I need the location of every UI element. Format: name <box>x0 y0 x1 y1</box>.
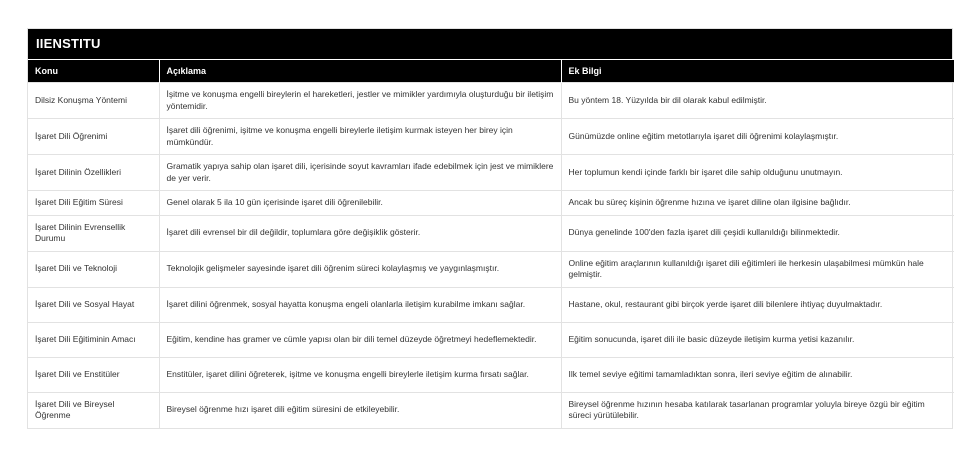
table-row <box>28 83 954 119</box>
header-row <box>28 60 954 83</box>
cell-ek-bilgi: Hastane, okul, restaurant gibi birçok yerde işaret dili bilenlere ihtiyaç duyulmaktadır. <box>561 287 954 322</box>
cell-konu: İşaret Dili ve Teknoloji <box>28 251 159 287</box>
cell-aciklama: İşaret dili evrensel bir dil değildir, toplumlara göre değişiklik gösterir. <box>159 215 561 251</box>
cell-ek-bilgi: Ilk temel seviye eğitimi tamamladıktan sonra, ileri seviye eğitim de alınabilir. <box>561 357 954 392</box>
table-row <box>28 119 954 155</box>
cell-konu: İşaret Dili Eğitim Süresi <box>28 191 159 216</box>
table-row <box>28 251 954 287</box>
cell-aciklama: İşaret dilini öğrenmek, sosyal hayatta konuşma engeli olanlarla iletişim kurabilme imkanı sağlar. <box>159 287 561 322</box>
table-row <box>28 287 954 322</box>
cell-aciklama: İşitme ve konuşma engelli bireylerin el hareketleri, jestler ve mimikler yardımıyla oluşturduğu bir iletişim yöntemidir. <box>159 83 561 119</box>
table-row <box>28 191 954 216</box>
cell-ek-bilgi: Günümüzde online eğitim metotlarıyla işaret dili öğrenimi kolaylaşmıştır. <box>561 119 954 155</box>
cell-konu: İşaret Dili Öğrenimi <box>28 119 159 155</box>
cell-aciklama: Teknolojik gelişmeler sayesinde işaret dili öğrenim süreci kolaylaşmış ve yaygınlaşmıştır. <box>159 251 561 287</box>
cell-aciklama: Bireysel öğrenme hızı işaret dili eğitim süresini de etkileyebilir. <box>159 392 561 428</box>
cell-ek-bilgi: Online eğitim araçlarının kullanıldığı işaret dili eğitimleri ile herkesin ulaşabilmesi mümkün hale gelmiştir. <box>561 251 954 287</box>
cell-konu: Dilsiz Konuşma Yöntemi <box>28 83 159 119</box>
header-ek-bilgi: Ek Bilgi <box>561 60 954 83</box>
table-row <box>28 392 954 428</box>
cell-ek-bilgi: Ancak bu süreç kişinin öğrenme hızına ve işaret diline olan ilgisine bağlıdır. <box>561 191 954 216</box>
table-row <box>28 155 954 191</box>
table-row <box>28 215 954 251</box>
table-title: IIENSTITU <box>28 29 952 59</box>
cell-ek-bilgi: Her toplumun kendi içinde farklı bir işaret dile sahip olduğunu unutmayın. <box>561 155 954 191</box>
cell-ek-bilgi: Bireysel öğrenme hızının hesaba katılarak tasarlanan programlar yoluyla bireye özgü bir eğitim süreci yürütülebilir. <box>561 392 954 428</box>
cell-konu: İşaret Dili ve Enstitüler <box>28 357 159 392</box>
cell-konu: İşaret Dilinin Özellikleri <box>28 155 159 191</box>
cell-konu: İşaret Dili ve Bireysel Öğrenme <box>28 392 159 428</box>
cell-ek-bilgi: Bu yöntem 18. Yüzyılda bir dil olarak kabul edilmiştir. <box>561 83 954 119</box>
cell-konu: İşaret Dili ve Sosyal Hayat <box>28 287 159 322</box>
header-konu: Konu <box>28 60 159 83</box>
cell-ek-bilgi: Eğitim sonucunda, işaret dili ile basic düzeyde iletişim kurma yetisi kazanılır. <box>561 322 954 357</box>
cell-aciklama: Genel olarak 5 ila 10 gün içerisinde işaret dili öğrenilebilir. <box>159 191 561 216</box>
cell-ek-bilgi: Dünya genelinde 100'den fazla işaret dili çeşidi kullanıldığı bilinmektedir. <box>561 215 954 251</box>
cell-aciklama: İşaret dili öğrenimi, işitme ve konuşma engelli bireylerle iletişim kurmak isteyen her birey için mümkündür. <box>159 119 561 155</box>
cell-konu: İşaret Dili Eğitiminin Amacı <box>28 322 159 357</box>
cell-aciklama: Gramatik yapıya sahip olan işaret dili, içerisinde soyut kavramları ifade edebilmek için jest ve mimiklere de yer verir. <box>159 155 561 191</box>
cell-konu: İşaret Dilinin Evrensellik Durumu <box>28 215 159 251</box>
cell-aciklama: Eğitim, kendine has gramer ve cümle yapısı olan bir dili temel düzeyde öğretmeyi hedeflemektedir. <box>159 322 561 357</box>
info-table-card <box>27 28 953 429</box>
table-row <box>28 322 954 357</box>
table-row <box>28 357 954 392</box>
cell-aciklama: Enstitüler, işaret dilini öğreterek, işitme ve konuşma engelli bireylerle iletişim kurma fırsatı sağlar. <box>159 357 561 392</box>
header-aciklama: Açıklama <box>159 60 561 83</box>
info-table <box>28 59 954 428</box>
